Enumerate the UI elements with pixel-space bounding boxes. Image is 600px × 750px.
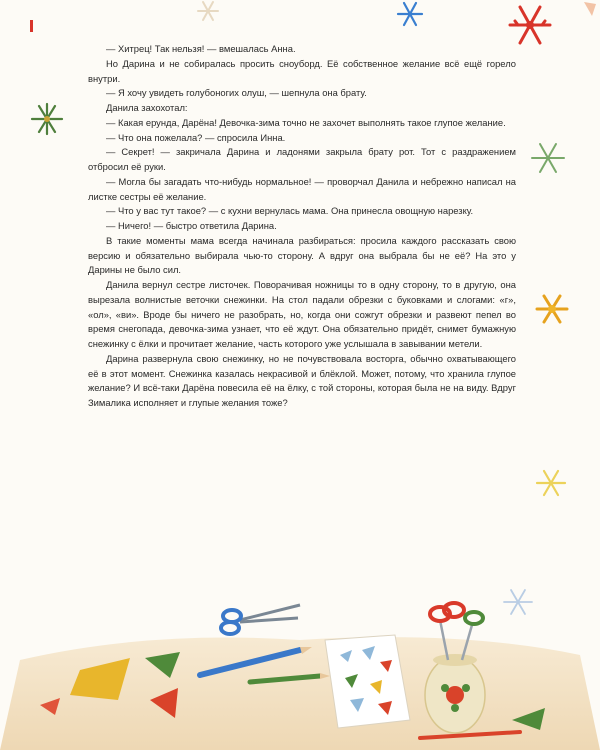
- green-snowflake-right-icon: [528, 138, 568, 178]
- paragraph: — Хитрец! Так нельзя! — вмешалась Анна.: [106, 43, 296, 54]
- paragraph: Но Дарина и не собиралась просить сноуборд. Её собственное желание всё ещё горело внутри.: [88, 57, 516, 84]
- yellow-snowflake-icon: [533, 465, 569, 501]
- blue-snowflake-top-icon: [395, 0, 425, 28]
- red-fragment-icon: [28, 18, 36, 34]
- paragraph: — Могла бы загадать что-нибудь нормальное! — проворчал Данила и небрежно написал на листке сестры её желание.: [88, 175, 516, 202]
- paragraph: В такие моменты мама всегда начинала разбираться: просила каждого рассказать свою версию и обязательно выбирала чью-то сторону. А вдруг она выбрала бы не её? На это у Дарины не было сил.: [88, 234, 516, 276]
- paragraph: — Какая ерунда, Дарёна! Девочка-зима точно не захочет выполнять такое глупое желание.: [106, 116, 506, 128]
- peach-fragment-icon: [578, 0, 600, 22]
- paragraph: — Я хочу увидеть голубоногих олуш, — шепнула она брату.: [106, 87, 367, 99]
- craft-table-illustration: [0, 600, 600, 750]
- paragraph: Дарина развернула свою снежинку, но не почувствовала восторга, обычно охватывающего её в этот момент. Снежинка казалась некрасивой и блёклой. Может, потому, что хранила глупое желание? И всё-таки Дарёна повесила её на ёлку, с той стороны, которая была не на виду. Вдруг Зималика исполняет и глупые желания тоже?: [88, 352, 516, 408]
- faint-snowflake-icon: [195, 0, 221, 22]
- paragraph: Данила вернул сестре листочек. Поворачивая ножницы то в одну сторону, то в другую, она вырезала волнистые веточки снежинки. На стол падали обрезки с буковками и слогами: «г», «ол», «ви». Вроде бы ничего не разобрать, но, когда они сожгут обрезки и развеют пепел во время снегопада, девочка-зима узнает, что её ждут. Она обязательно придёт, снимет бумажную снежинку с ёлки и прочитает желание, часть которого уже услышала в завывании метели.: [88, 279, 516, 349]
- orange-snowflake-icon: [533, 290, 571, 328]
- blue-scissors-icon: [221, 605, 300, 634]
- paragraph: — Что она пожелала? — спросила Инна.: [106, 131, 286, 143]
- paragraph: — Что у вас тут такое? — с кухни вернулась мама. Она принесла овощную нарезку.: [106, 205, 474, 217]
- green-snowflake-left-icon: [28, 100, 66, 138]
- paragraph: Данила захохотал:: [106, 102, 188, 113]
- paragraph: — Секрет! — закричала Дарина и ладонями закрыла брату рот. Тот с раздражением отбросил её руки.: [88, 146, 516, 172]
- paragraph: — Ничего! — быстро ответила Дарина.: [106, 220, 277, 231]
- story-text: [88, 42, 516, 411]
